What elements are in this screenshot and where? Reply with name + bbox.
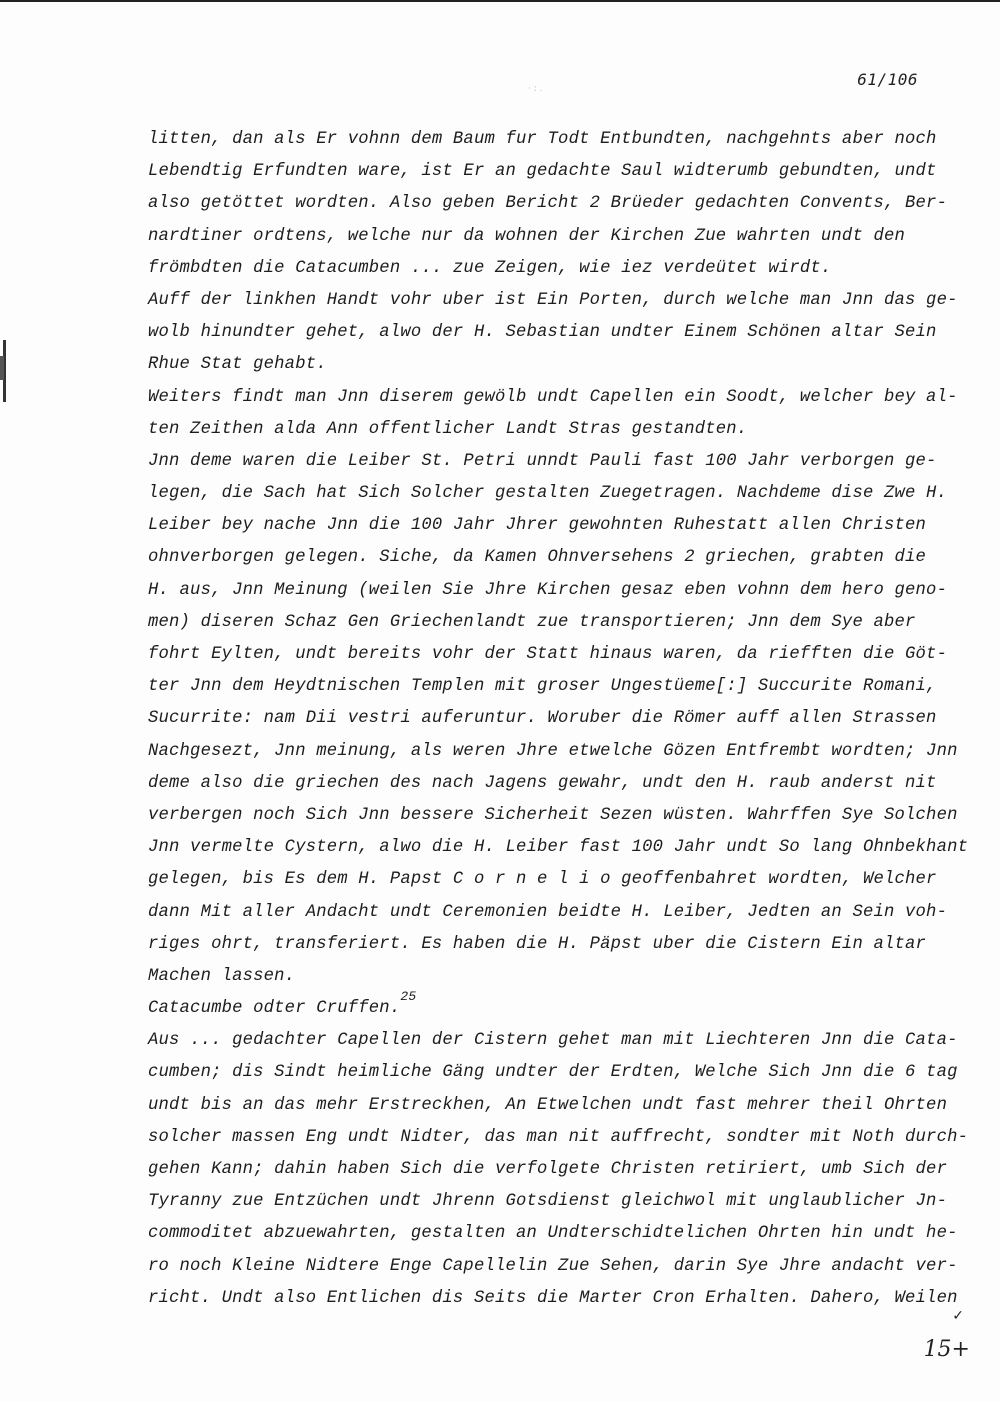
text-line: ohnverborgen gelegen. Siche, da Kamen Ohnversehens 2 griechen, grabten die [148,548,927,568]
text-line: gelegen, bis Es dem H. Papst C o r n e l i o geoffenbahret wordten, Welcher [148,870,937,890]
text-line: Jnn deme waren die Leiber St. Petri unndt Pauli fast 100 Jahr verborgen ge- [148,451,937,471]
text-line: fohrt Eylten, undt bereits vohr der Statt hinaus waren, da riefften die Göt- [148,645,948,664]
top-border [0,0,1000,2]
check-mark-icon: ✓ [952,1308,964,1324]
text-line: litten, dan als Er vohnn dem Baum fur Todt Entbundten, nachgehnts aber noch [148,130,937,149]
text-line: deme also die griechen des nach Jagens gewahr, undt den H. raub anderst nit [148,773,937,793]
text-line: Aus ... gedachter Capellen der Cistern gehet man mit Liechteren Jnn die Cata- [148,1031,958,1051]
text-line: wolb hinundter gehet, alwo der H. Sebastian undter Einem Schönen altar Sein [148,323,937,343]
text-line: frömbdten die Catacumben ... zue Zeigen, wie iez verdeütet wirdt. [148,258,832,278]
text-line: cumben; dis Sindt heimliche Gäng undter der Erdten, Welche Sich Jnn die 6 tag [148,1063,958,1083]
text-line: Tyranny zue Entzüchen undt Jhrenn Gotsdienst gleichwol mit unglaublicher Jn- [148,1192,948,1212]
text-line: Rhue Stat gehabt. [148,355,327,375]
section-heading-line [148,989,928,1025]
text-line: Sucurrite: nam Dii vestri auferuntur. Woruber die Römer auff allen Strassen [148,709,937,729]
handwritten-folio-number: 15+ [923,1337,970,1362]
text-line: richt. Undt also Entlichen dis Seits die Marter Cron Erhalten. Dahero, Weilen [148,1288,958,1308]
body-text [148,124,969,1315]
margin-mark-secondary [0,356,4,380]
text-line: Lebendtig Erfundten ware, ist Er an gedachte Saul widterumb gebundten, undt [148,162,937,182]
text-line: solcher massen Eng undt Nidter, das man nit auffrecht, sondter mit Noth durch- [148,1127,969,1147]
text-line: ten Zeithen alda Ann offentlicher Landt Stras gestandten. [148,419,748,439]
section-heading: Catacumbe odter Cruffen. [148,999,401,1019]
text-line: also getöttet wordten. Also geben Bericht 2 Brüeder gedachten Convents, Ber- [148,194,948,214]
footnote-marker: 25 [400,989,417,1005]
page-number: 61/106 [857,70,918,89]
text-line: men) diseren Schaz Gen Griechenlandt zue transportieren; Jnn dem Sye aber [148,612,916,632]
text-line: verbergen noch Sich Jnn bessere Sicherheit Sezen wüsten. Wahrffen Sye Solchen [148,805,958,825]
text-line: H. aus, Jnn Meinung (weilen Sie Jhre Kirchen gesaz eben vohnn dem hero geno- [148,580,948,600]
text-line: undt bis an das mehr Erstreckhen, An Etwelchen undt fast mehrer theil Ohrten [148,1095,948,1115]
text-line: Weiters findt man Jnn diserem gewölb undt Capellen ein Soodt, welcher bey al- [148,387,958,407]
text-line: nardtiner ordtens, welche nur da wohnen der Kirchen Zue wahrten undt den [148,226,906,246]
text-line: dann Mit aller Andacht undt Ceremonien beidte H. Leiber, Jedten an Sein voh- [148,902,948,922]
text-line: Nachgesezt, Jnn meinung, als weren Jhre etwelche Gözen Entfrembt wordten; Jnn [148,741,958,761]
text-line: legen, die Sach hat Sich Solcher gestalten Zuegetragen. Nachdeme dise Zwe H. [148,484,948,504]
text-line: commoditet abzuewahrten, gestalten an Undterschidtelichen Ohrten hin undt he- [148,1224,958,1244]
text-line: ter Jnn dem Heydtnischen Templen mit groser Ungestüeme[:] Succurite Romani, [148,677,937,697]
text-line: riges ohrt, transferiert. Es haben die H. Päpst uber die Cistern Ein altar [148,934,927,954]
text-line: Jnn vermelte Cystern, alwo die H. Leiber fast 100 Jahr undt So lang Ohnbekhant [148,838,969,858]
text-line: Auff der linkhen Handt vohr uber ist Ein Porten, durch welche man Jnn das ge- [148,290,958,310]
text-line: Machen lassen. [148,966,296,986]
text-line: Leiber bey nache Jnn die 100 Jahr Jhrer gewohnten Ruhestatt allen Christen [148,516,927,536]
text-line: gehen Kann; dahin haben Sich die verfolgete Christen retiriert, umb Sich der [148,1160,948,1179]
text-line: ro noch Kleine Nidtere Enge Capellelin Zue Sehen, darin Sye Jhre andacht ver- [148,1256,958,1276]
scan-artifact: · : . [528,84,543,94]
